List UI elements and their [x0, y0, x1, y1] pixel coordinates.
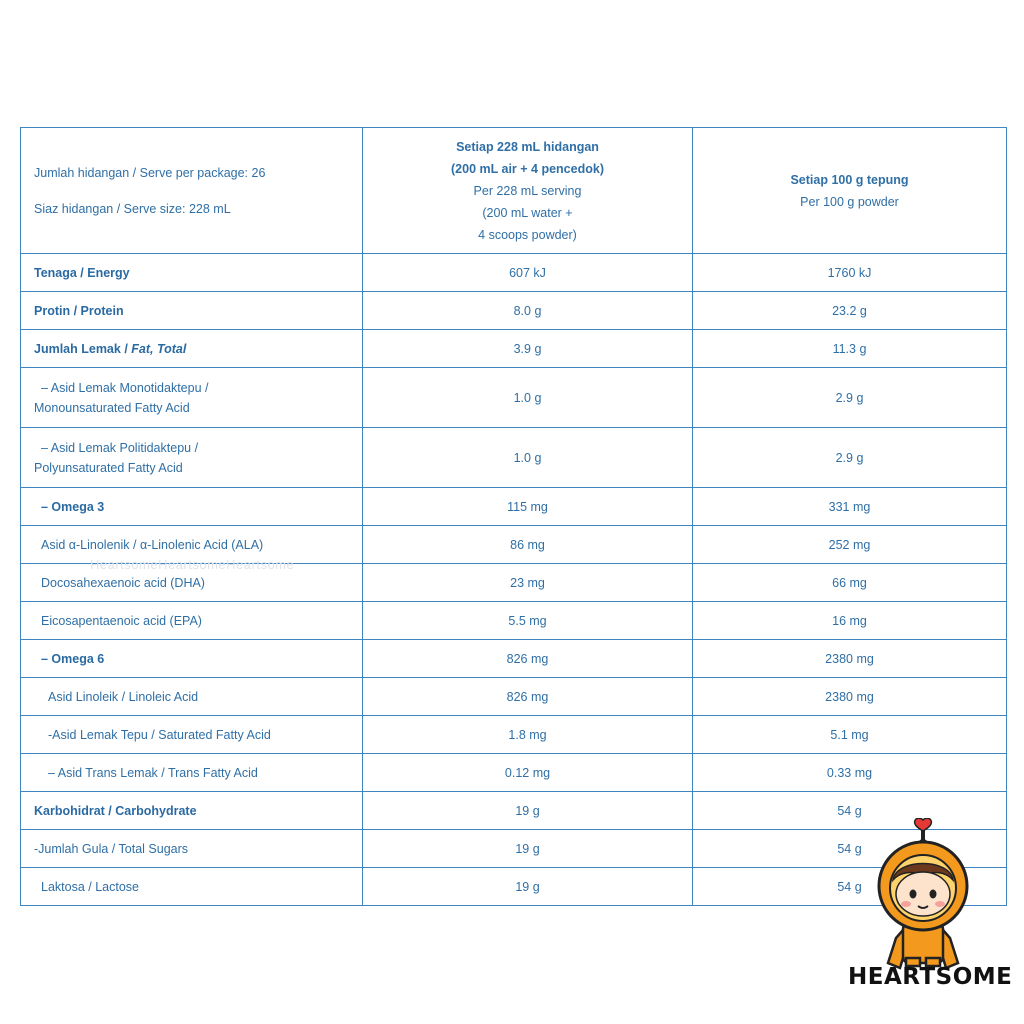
brand-name: HEARTSOME	[848, 964, 1013, 990]
per-100g-header	[693, 128, 1007, 254]
per-100g-value: 54 g	[693, 868, 1007, 906]
table-row	[21, 488, 1007, 526]
per-100g-title-ms: Setiap 100 g tepung	[790, 172, 909, 187]
nutrient-label: – Omega 3	[21, 488, 363, 526]
per-100g-value: 252 mg	[693, 526, 1007, 564]
table-row	[21, 292, 1007, 330]
nutrient-label-line-2: Monounsaturated Fatty Acid	[34, 400, 190, 415]
per-100g-value: 2380 mg	[693, 678, 1007, 716]
per-100g-value: 1760 kJ	[693, 254, 1007, 292]
nutrient-label-line-2: Polyunsaturated Fatty Acid	[34, 460, 183, 475]
per-serving-value: 5.5 mg	[363, 602, 693, 640]
per-serving-value: 1.0 g	[363, 428, 693, 488]
nutrient-label: – Asid Trans Lemak / Trans Fatty Acid	[21, 754, 363, 792]
nutrient-label: – Omega 6	[21, 640, 363, 678]
per-serving-value: 19 g	[363, 830, 693, 868]
nutrition-facts-table	[20, 127, 1007, 906]
table-row	[21, 428, 1007, 488]
per-serving-value: 607 kJ	[363, 254, 693, 292]
nutrient-label-en: Fat, Total	[131, 341, 187, 356]
per-100g-value: 66 mg	[693, 564, 1007, 602]
nutrient-label: -Jumlah Gula / Total Sugars	[21, 830, 363, 868]
per-serving-recipe-en-2: 4 scoops powder)	[478, 227, 577, 242]
per-100g-title-en: Per 100 g powder	[800, 194, 899, 209]
per-serving-value: 86 mg	[363, 526, 693, 564]
per-100g-value: 54 g	[693, 792, 1007, 830]
per-100g-value: 2.9 g	[693, 368, 1007, 428]
nutrient-label	[21, 330, 363, 368]
nutrient-label-ms: Jumlah Lemak /	[34, 341, 132, 356]
per-serving-value: 1.0 g	[363, 368, 693, 428]
serving-info-cell	[21, 128, 363, 254]
table-row	[21, 254, 1007, 292]
per-serving-value: 3.9 g	[363, 330, 693, 368]
per-serving-header	[363, 128, 693, 254]
table-row	[21, 640, 1007, 678]
per-100g-value: 0.33 mg	[693, 754, 1007, 792]
per-100g-value: 16 mg	[693, 602, 1007, 640]
per-serving-value: 19 g	[363, 792, 693, 830]
per-serving-value: 826 mg	[363, 640, 693, 678]
table-row	[21, 368, 1007, 428]
table-row	[21, 678, 1007, 716]
per-serving-title-en: Per 228 mL serving	[473, 183, 582, 198]
per-serving-value: 0.12 mg	[363, 754, 693, 792]
per-100g-value: 331 mg	[693, 488, 1007, 526]
nutrient-label-line-1: – Asid Lemak Monotidaktepu /	[41, 380, 209, 395]
serve-per-package: Jumlah hidangan / Serve per package: 26	[34, 165, 266, 180]
per-serving-value: 1.8 mg	[363, 716, 693, 754]
table-row	[21, 330, 1007, 368]
per-100g-value: 11.3 g	[693, 330, 1007, 368]
nutrient-label: Asid α-Linolenik / α-Linolenic Acid (ALA)	[21, 526, 363, 564]
per-serving-recipe-en-1: (200 mL water +	[482, 205, 573, 220]
nutrient-label: Tenaga / Energy	[21, 254, 363, 292]
per-100g-value: 2.9 g	[693, 428, 1007, 488]
per-serving-value: 115 mg	[363, 488, 693, 526]
table-row	[21, 754, 1007, 792]
per-serving-recipe-ms: (200 mL air + 4 pencedok)	[451, 161, 604, 176]
nutrient-label: Karbohidrat / Carbohydrate	[21, 792, 363, 830]
per-serving-value: 826 mg	[363, 678, 693, 716]
table-header-row	[21, 128, 1007, 254]
serve-size: Siaz hidangan / Serve size: 228 mL	[34, 201, 231, 216]
nutrient-label	[21, 428, 363, 488]
nutrient-label: Eicosapentaenoic acid (EPA)	[21, 602, 363, 640]
per-100g-value: 2380 mg	[693, 640, 1007, 678]
watermark-text: HeartsomeHeartsomeHeartsome	[90, 557, 295, 572]
per-100g-value: 54 g	[693, 830, 1007, 868]
per-serving-title-ms: Setiap 228 mL hidangan	[456, 139, 599, 154]
nutrient-label: -Asid Lemak Tepu / Saturated Fatty Acid	[21, 716, 363, 754]
per-serving-value: 23 mg	[363, 564, 693, 602]
per-100g-value: 5.1 mg	[693, 716, 1007, 754]
per-100g-value: 23.2 g	[693, 292, 1007, 330]
table-row	[21, 716, 1007, 754]
per-serving-value: 8.0 g	[363, 292, 693, 330]
per-serving-value: 19 g	[363, 868, 693, 906]
nutrient-label: Protin / Protein	[21, 292, 363, 330]
table-row	[21, 602, 1007, 640]
nutrient-label	[21, 368, 363, 428]
nutrient-label-line-1: – Asid Lemak Politidaktepu /	[41, 440, 199, 455]
nutrient-label: Laktosa / Lactose	[21, 868, 363, 906]
nutrient-label: Docosahexaenoic acid (DHA)	[21, 564, 363, 602]
nutrient-label: Asid Linoleik / Linoleic Acid	[21, 678, 363, 716]
